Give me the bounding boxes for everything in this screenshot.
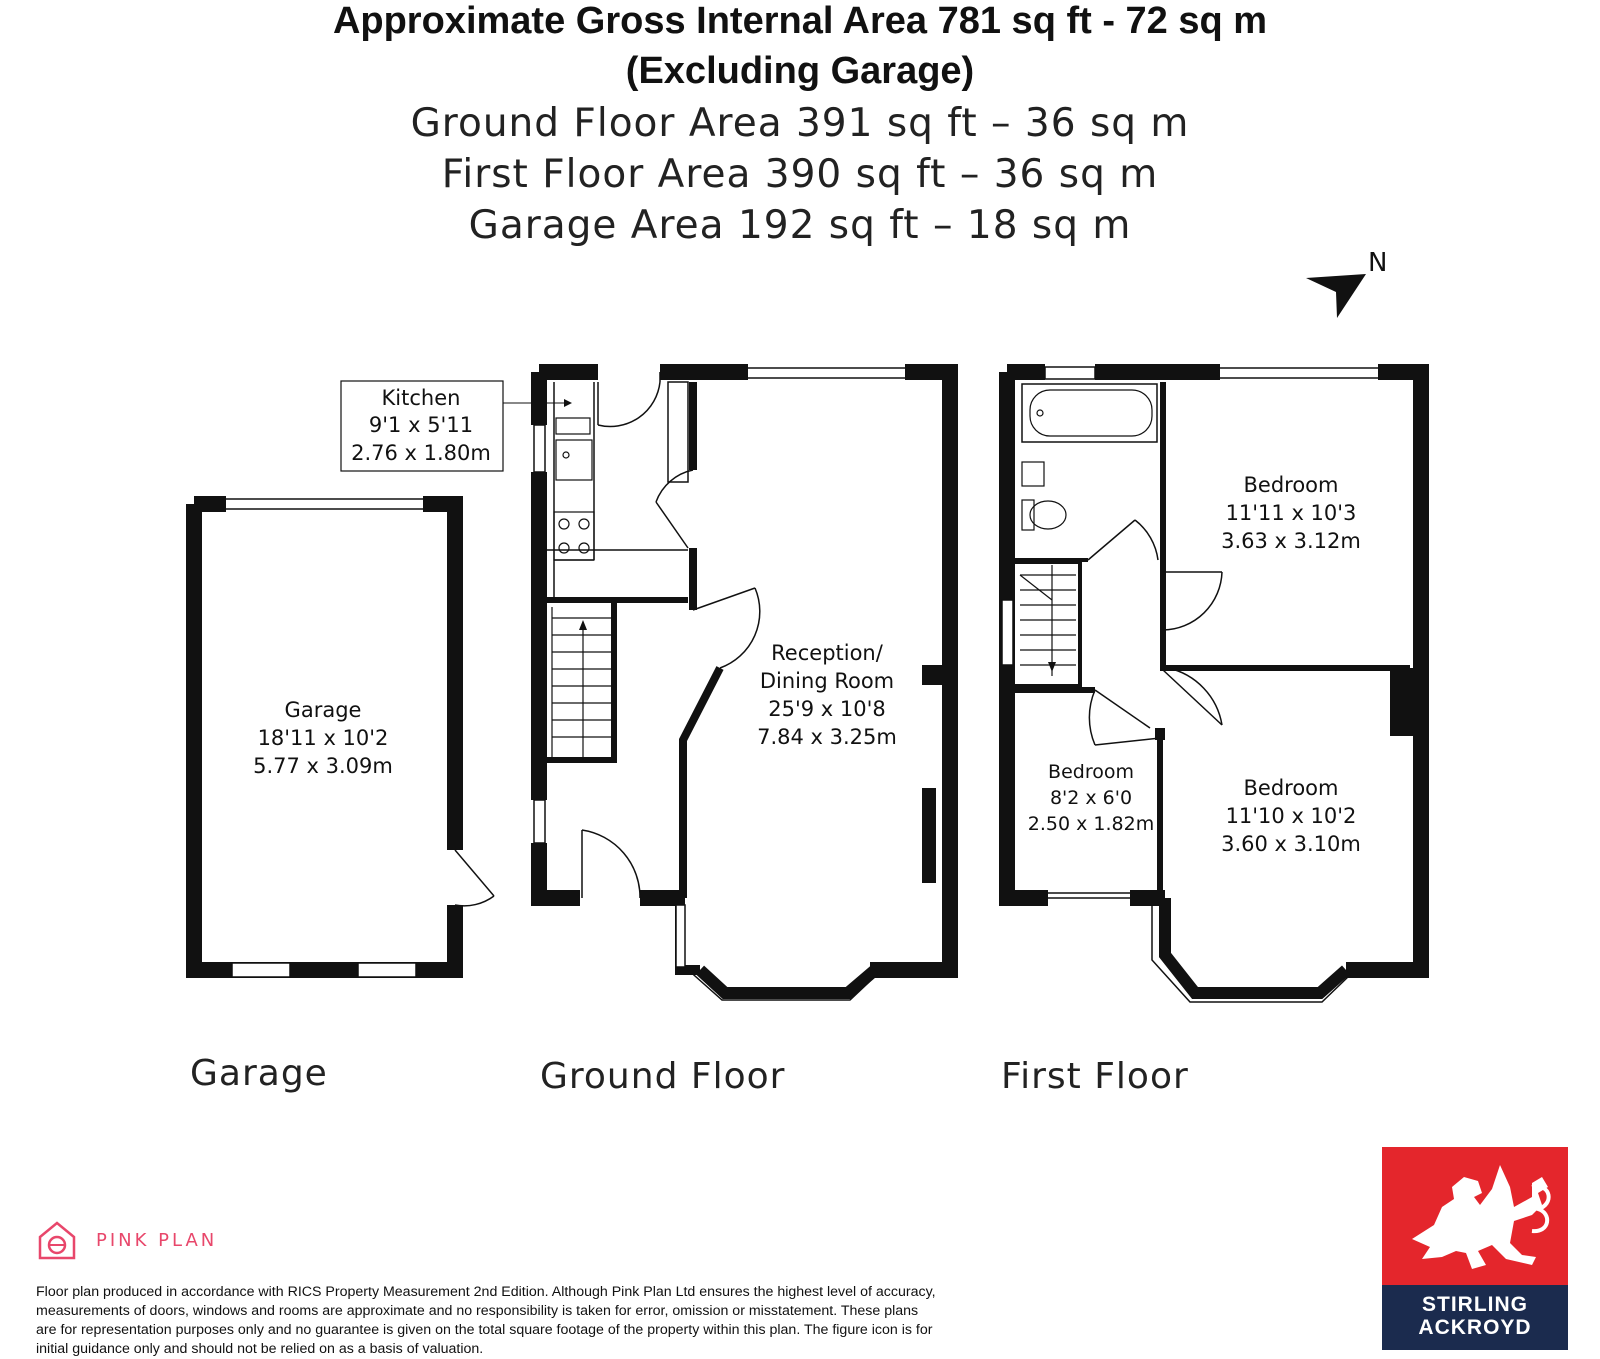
bedroom3-imperial: 11'10 x 10'2 xyxy=(1225,804,1357,828)
pink-plan-house-logo-icon xyxy=(36,1219,78,1261)
disclaimer-text: Floor plan produced in accordance with RICS Property Measurement 2nd Edition. Although Pink Plan Ltd ensures the highest level of accuracy, measurements of doors, windows and rooms are approximate and no responsibility is taken for error, omission or misstatement. These plans are for representation purposes only and no guarantee is given on the total square footage of the property within this plan. The figure icon is for initial guidance only and should not be relied on as a basis of valuation. xyxy=(36,1284,936,1357)
bedroom2-metric: 2.50 x 1.82m xyxy=(1027,813,1155,835)
kitchen-name: Kitchen xyxy=(381,386,461,410)
pink-plan-logo xyxy=(36,1219,217,1261)
floor-title-ground: Ground Floor xyxy=(540,1056,786,1097)
garage-area: Garage Area 192 sq ft – 18 sq m xyxy=(468,203,1132,248)
first-floor-plan xyxy=(1002,367,1421,1002)
ground-floor-area: Ground Floor Area 391 sq ft – 36 sq m xyxy=(410,101,1190,146)
gross-area-title: Approximate Gross Internal Area 781 sq ft - 72 sq m xyxy=(332,0,1268,42)
reception-name-line1: Reception/ xyxy=(771,641,883,665)
agent-name-line2: ACKROYD xyxy=(1418,1316,1532,1339)
garage-name: Garage xyxy=(284,698,362,722)
pink-plan-label: PINK PLAN xyxy=(96,1229,218,1251)
bedroom1-imperial: 11'11 x 10'3 xyxy=(1225,501,1357,525)
floor-title-first: First Floor xyxy=(1001,1056,1189,1097)
floor-title-garage: Garage xyxy=(190,1053,328,1094)
kitchen-imperial: 9'1 x 5'11 xyxy=(368,413,474,437)
bedroom3-name: Bedroom xyxy=(1243,776,1339,800)
bedroom1-metric: 3.63 x 3.12m xyxy=(1221,529,1361,553)
kitchen-metric: 2.76 x 1.80m xyxy=(351,441,491,465)
reception-imperial: 25'9 x 10'8 xyxy=(768,697,886,721)
garage-imperial: 18'11 x 10'2 xyxy=(257,726,389,750)
garage-metric: 5.77 x 3.09m xyxy=(253,754,393,778)
excluding-garage-note: (Excluding Garage) xyxy=(625,50,975,92)
reception-name-line2: Dining Room xyxy=(759,669,895,693)
first-floor-area: First Floor Area 390 sq ft – 36 sq m xyxy=(441,152,1159,197)
griffin-logo-icon xyxy=(1382,1147,1568,1285)
north-label: N xyxy=(1368,248,1388,278)
bedroom1-name: Bedroom xyxy=(1243,473,1339,497)
bedroom2-imperial: 8'2 x 6'0 xyxy=(1049,787,1133,809)
agent-name-line1: STIRLING xyxy=(1422,1293,1528,1316)
stirling-ackroyd-logo xyxy=(1382,1147,1568,1350)
reception-metric: 7.84 x 3.25m xyxy=(757,725,897,749)
bedroom2-name: Bedroom xyxy=(1048,761,1134,783)
bedroom3-metric: 3.60 x 3.10m xyxy=(1221,832,1361,856)
